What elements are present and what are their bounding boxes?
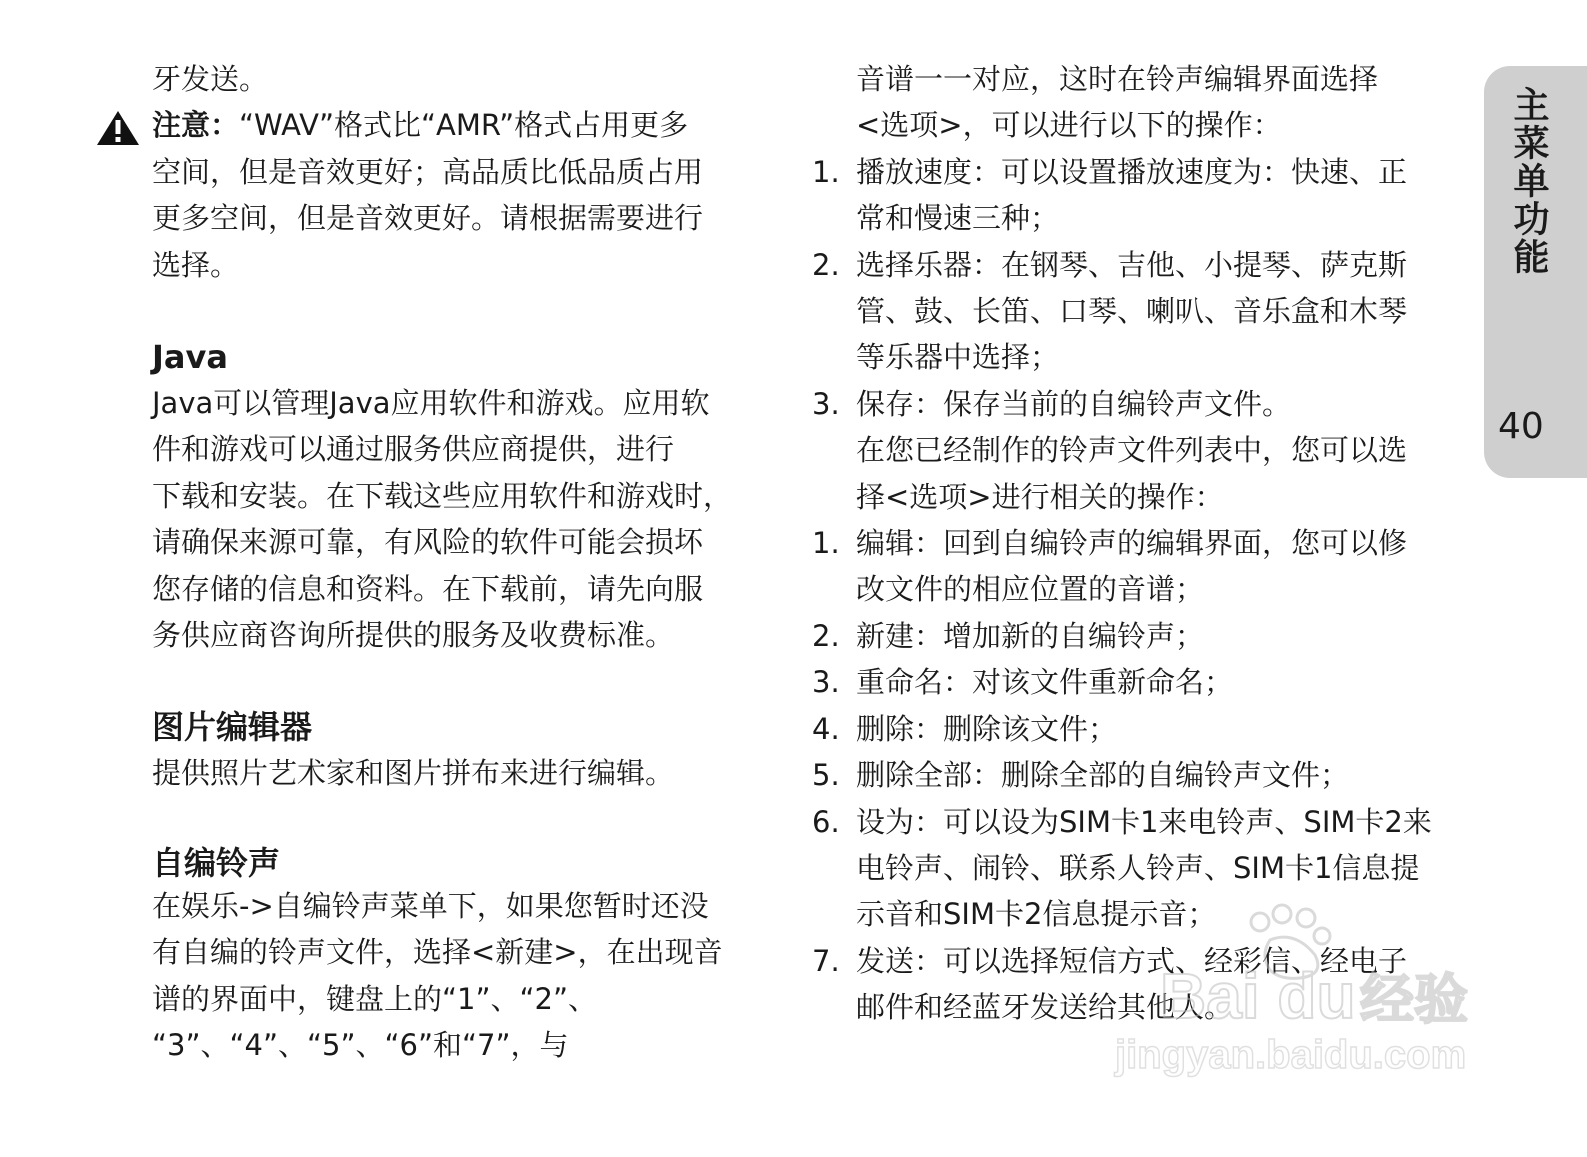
watermark-url: jingyan.baidu.com: [1115, 1033, 1467, 1077]
note-line: 空间，但是音效更好；高品质比低品质占用: [152, 154, 704, 189]
image-editor-heading: 图片编辑器: [152, 708, 313, 747]
warning-triangle-icon: [96, 110, 140, 146]
note-text: “WAV”格式比“AMR”格式占用更多: [239, 108, 689, 143]
item-number: 3.: [812, 386, 840, 421]
item-text: 电铃声、闹铃、联系人铃声、SIM卡1信息提: [856, 850, 1420, 885]
java-line: Java可以管理Java应用软件和游戏。应用软: [152, 386, 710, 421]
item-text: 删除全部：删除全部的自编铃声文件；: [856, 758, 1350, 793]
item-text: 常和慢速三种；: [856, 201, 1060, 236]
note-line: [152, 102, 792, 148]
item-text: 选择乐器：在钢琴、吉他、小提琴、萨克斯: [856, 247, 1408, 282]
intro-line: <选项>，可以进行以下的操作：: [856, 108, 1282, 143]
item-number: 2.: [812, 247, 840, 282]
ringtone-line: 在娱乐->自编铃声菜单下，如果您暂时还没: [152, 888, 709, 923]
list-item: [812, 381, 1472, 427]
note-block: [152, 102, 792, 288]
image-editor-line: 提供照片艺术家和图片拼布来进行编辑。: [152, 756, 675, 791]
item-text: 邮件和经蓝牙发送给其他人。: [856, 990, 1234, 1025]
chapter-title: 主菜单功能: [1508, 86, 1549, 276]
intro-line: 音谱一一对应，这时在铃声编辑界面选择: [856, 62, 1379, 96]
ringtone-line: 谱的界面中，键盘上的“1”、“2”、: [152, 981, 597, 1016]
right-column: [812, 56, 1472, 1031]
list-item: [812, 659, 1472, 705]
watermark-brand: Bai du: [1160, 960, 1356, 1032]
list-item: [812, 242, 1472, 381]
item-text: 保存：保存当前的自编铃声文件。: [856, 386, 1292, 421]
item-number: 3.: [812, 665, 840, 700]
list-item: [812, 706, 1472, 752]
java-heading: Java: [152, 338, 228, 377]
item-text: 播放速度：可以设置播放速度为：快速、正: [856, 154, 1408, 189]
java-line: 务供应商咨询所提供的服务及收费标准。: [152, 618, 675, 653]
left-column: [152, 56, 792, 1069]
options-list: [812, 149, 1472, 427]
item-text: 改文件的相应位置的音谱；: [856, 572, 1205, 607]
item-number: 5.: [812, 758, 840, 793]
item-text: 管、鼓、长笛、口琴、喇叭、音乐盒和木琴: [856, 294, 1408, 329]
java-line: 下载和安装。在下载这些应用软件和游戏时，: [152, 478, 733, 513]
java-line: 请确保来源可靠，有风险的软件可能会损坏: [152, 525, 704, 560]
item-text: 等乐器中选择；: [856, 340, 1060, 375]
item-number: 2.: [812, 618, 840, 653]
list-item: [812, 799, 1472, 938]
ringtone-line: 有自编的铃声文件，选择<新建>，在出现音: [152, 935, 723, 970]
item-text: 编辑：回到自编铃声的编辑界面，您可以修: [856, 526, 1408, 561]
list-item: [812, 149, 1472, 242]
watermark-brand-cn: 经验: [1360, 968, 1468, 1031]
list-item: [812, 752, 1472, 798]
page-number: 40: [1498, 406, 1544, 447]
mid-line: 择<选项>进行相关的操作：: [856, 479, 1224, 514]
item-number: 4.: [812, 711, 840, 746]
item-text: 删除：删除该文件；: [856, 711, 1118, 746]
list-item: [812, 520, 1472, 613]
note-line: 选择。: [152, 247, 240, 282]
item-number: 1.: [812, 154, 840, 189]
item-text: 新建：增加新的自编铃声；: [856, 618, 1205, 653]
java-line: 您存储的信息和资料。在下载前，请先向服: [152, 571, 704, 606]
item-number: 6.: [812, 804, 840, 839]
item-text: 示音和SIM卡2信息提示音；: [856, 897, 1217, 932]
item-number: 7.: [812, 943, 840, 978]
note-line: 更多空间，但是音效更好。请根据需要进行: [152, 201, 704, 236]
item-text: 重命名：对该文件重新命名；: [856, 665, 1234, 700]
mid-line: 在您已经制作的铃声文件列表中，您可以选: [856, 433, 1408, 468]
file-options-list: [812, 520, 1472, 1030]
java-line: 件和游戏可以通过服务供应商提供，进行: [152, 432, 675, 467]
continued-line: 牙发送。: [152, 62, 269, 96]
item-number: 1.: [812, 526, 840, 561]
list-item: [812, 613, 1472, 659]
note-label: 注意：: [152, 108, 240, 143]
list-item: [812, 938, 1472, 1031]
ringtone-line: “3”、“4”、“5”、“6”和“7”，与: [152, 1028, 569, 1063]
item-text: 设为：可以设为SIM卡1来电铃声、SIM卡2来: [856, 804, 1432, 839]
item-text: 发送：可以选择短信方式、经彩信、经电子: [856, 943, 1408, 978]
ringtone-heading: 自编铃声: [152, 843, 281, 882]
